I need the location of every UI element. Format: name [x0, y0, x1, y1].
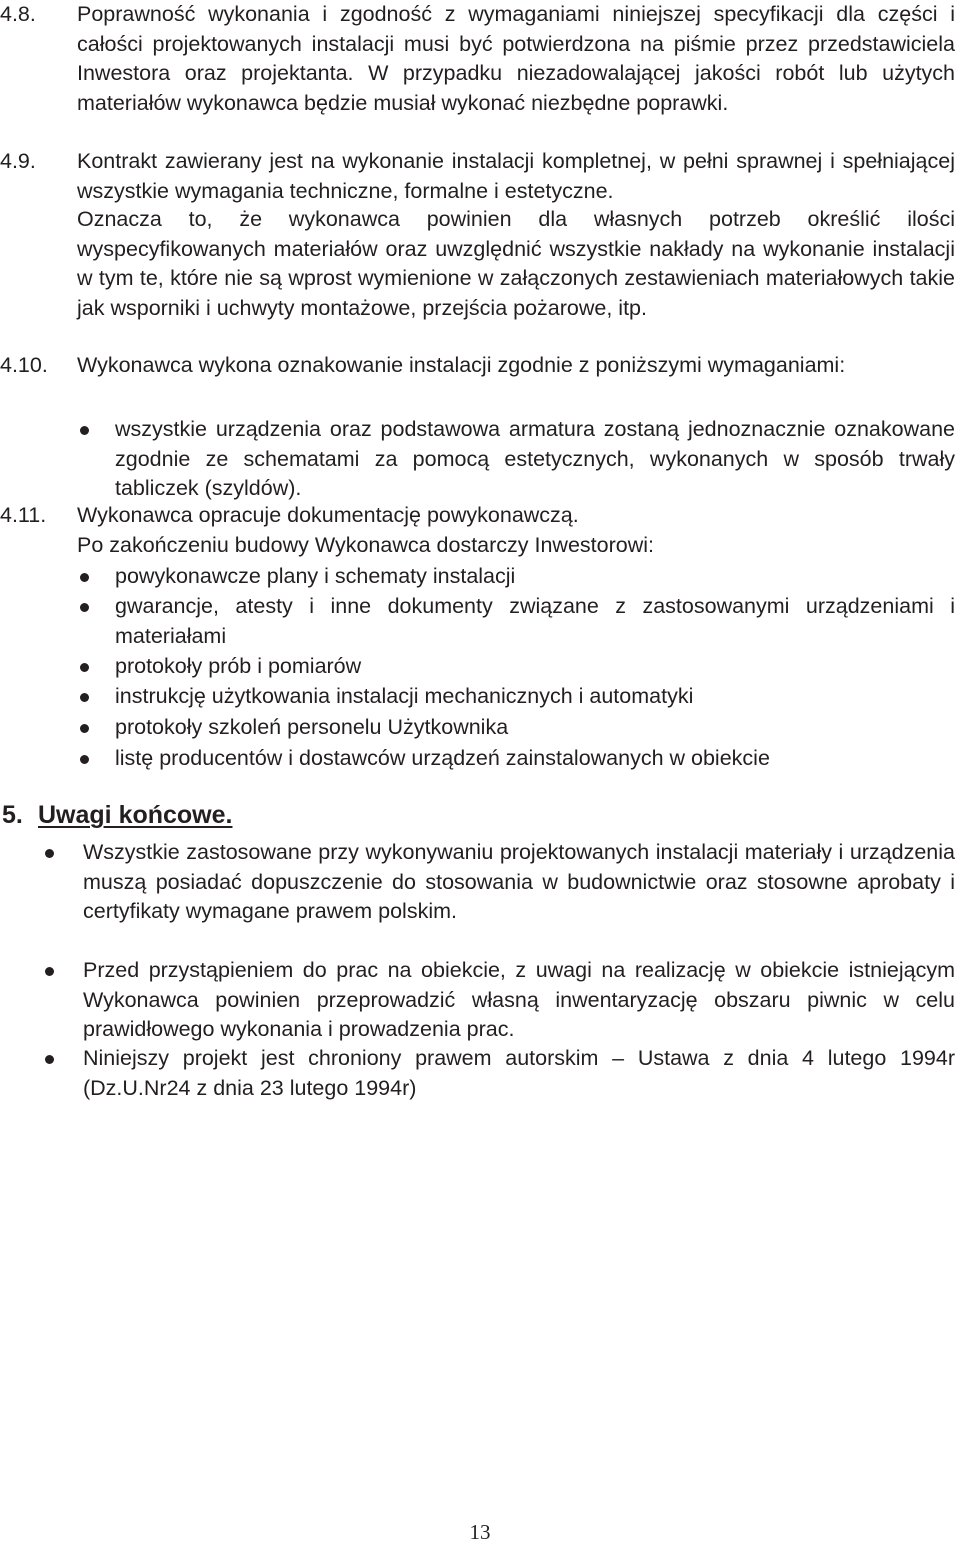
item-number: 4.8.	[0, 2, 36, 26]
list-item-text: Niniejszy projekt jest chroniony prawem autorskim – Ustawa z dnia 4 lutego 1994r (Dz.U.Nr24 z dnia 23 lutego 1994r)	[83, 1046, 955, 1100]
item-number: 4.9.	[0, 149, 36, 173]
section-number: 5.	[2, 801, 23, 829]
bullet-icon	[80, 724, 89, 733]
list-item-text: listę producentów i dostawców urządzeń zainstalowanych w obiekcie	[115, 746, 770, 770]
item-4-10-text: Wykonawca wykona oznakowanie instalacji zgodnie z poniższymi wymaganiami:	[77, 353, 846, 377]
list-item-text: Przed przystąpieniem do prac na obiekcie, z uwagi na realizację w obiekcie istniejącym Wykonawca powinien przeprowadzić własną inwentaryzację obszaru piwnic w celu prawidłowego wykonania i prowadzenia prac.	[83, 958, 955, 1041]
bullet-icon	[80, 693, 89, 702]
bullet-icon	[80, 755, 89, 764]
section-title: Uwagi końcowe.	[38, 801, 233, 829]
item-4-11-text: Wykonawca opracuje dokumentację powykonawczą.	[77, 503, 579, 527]
bullet-icon	[80, 603, 89, 612]
list-item-text: instrukcję użytkowania instalacji mechanicznych i automatyki	[115, 684, 694, 708]
page-number: 13	[469, 1520, 491, 1544]
bullet-icon	[80, 426, 89, 435]
list-item-text: protokoły prób i pomiarów	[115, 654, 362, 678]
bullet-icon	[45, 849, 54, 858]
item-4-11-text-continued: Po zakończeniu budowy Wykonawca dostarczy Inwestorowi:	[77, 533, 654, 557]
bullet-icon	[80, 663, 89, 672]
list-item-text: wszystkie urządzenia oraz podstawowa armatura zostaną jednoznacznie oznakowane zgodnie ze schematami za pomocą estetycznych, wykonanych w sposób trwały tabliczek (szyldów).	[115, 417, 955, 500]
list-item-text: gwarancje, atesty i inne dokumenty związane z zastosowanymi urządzeniami i materiałami	[115, 594, 955, 648]
section-heading	[2, 799, 232, 831]
list-item-text: Wszystkie zastosowane przy wykonywaniu projektowanych instalacji materiały i urządzenia muszą posiadać dopuszczenie do stosowania w budownictwie oraz stosowne aprobaty i certyfikaty wymagane prawem polskim.	[83, 840, 955, 923]
item-number: 4.10.	[0, 353, 48, 377]
bullet-icon	[45, 1055, 54, 1064]
list-item-text: protokoły szkoleń personelu Użytkownika	[115, 715, 509, 739]
list-item-text: powykonawcze plany i schematy instalacji	[115, 564, 516, 588]
item-4-8-text: Poprawność wykonania i zgodność z wymaganiami niniejszej specyfikacji dla części i całości projektowanych instalacji musi być potwierdzona na piśmie przez przedstawiciela Inwestora oraz projektanta. W przypadku niezadowalającej jakości robót lub użytych materiałów wykonawca będzie musiał wykonać niezbędne poprawki.	[77, 2, 955, 115]
bullet-icon	[80, 573, 89, 582]
item-4-9-text-continued: Oznacza to, że wykonawca powinien dla własnych potrzeb określić ilości wyspecyfikowanych materiałów oraz uwzględnić wszystkie nakłady na wykonanie instalacji w tym te, które nie są wprost wymienione w załączonych zestawieniach materiałowych takie jak wsporniki i uchwyty montażowe, przejścia pożarowe, itp.	[77, 207, 955, 320]
bullet-icon	[45, 967, 54, 976]
item-4-9-text: Kontrakt zawierany jest na wykonanie instalacji kompletnej, w pełni sprawnej i spełniającej wszystkie wymagania techniczne, formalne i estetyczne.	[77, 149, 955, 203]
item-number: 4.11.	[0, 503, 47, 527]
